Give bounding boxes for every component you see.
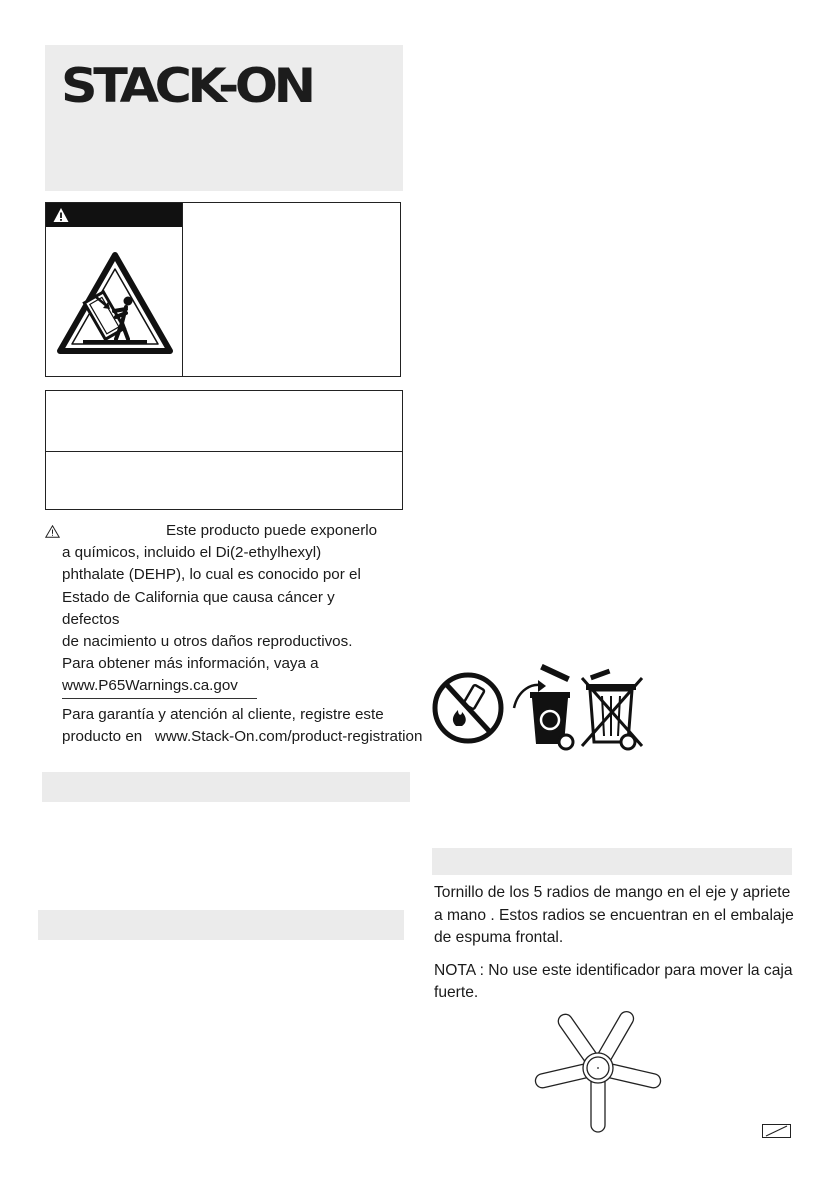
prop65-line: Este producto puede exponerlo (166, 522, 378, 539)
registration-link[interactable]: producto en www.Stack-On.com/product-registration (62, 728, 423, 746)
brand-logo: STACK-ON (61, 59, 312, 114)
instruction-paragraph: Tornillo de los 5 radios de mango en el eje y apriete a mano . Estos radios se encuentran en el embalaje de espuma frontal. (434, 884, 794, 946)
prop65-line: phthalate (DEHP), lo cual es conocido por el (62, 566, 361, 584)
prop65-link[interactable]: www.P65Warnings.ca.gov (62, 677, 238, 695)
registration-line: Para garantía y atención al cliente, registre este (62, 706, 384, 723)
section-heading-band (38, 910, 404, 940)
warning-header-bar (46, 203, 182, 227)
warning-triangle-icon (45, 525, 60, 538)
separator-rule (62, 698, 257, 699)
warning-left-panel (46, 203, 183, 376)
battery-disposal-symbols (432, 664, 646, 752)
prop65-warning-text (62, 520, 392, 698)
prop65-line: de nacimiento u otros daños reproductivos. (62, 633, 353, 651)
notice-box (45, 390, 403, 510)
section-heading-band (42, 772, 410, 802)
five-spoke-handle-icon (528, 1004, 668, 1140)
page-marker-icon (762, 1124, 791, 1138)
prop65-line: Estado de California que causa cáncer y defectos (62, 588, 335, 628)
notice-box-divider (46, 451, 402, 452)
prop65-line: a químicos, incluido el Di(2-ethylhexyl) (62, 544, 322, 562)
logo-panel (45, 45, 403, 191)
crossed-out-bin-icon (582, 669, 642, 749)
assembly-instructions (434, 882, 799, 1015)
tip-over-hazard-icon (56, 251, 174, 355)
instruction-note: NOTA : No use este identificador para mover la caja fuerte. (434, 961, 793, 1001)
tip-over-warning-label (45, 202, 401, 377)
prop65-line: Para obtener más información, vaya a (62, 655, 319, 673)
recycle-bin-icon (530, 664, 573, 749)
registration-text (62, 704, 422, 748)
warning-triangle-icon (53, 207, 69, 223)
no-battery-fire-icon (435, 675, 501, 741)
section-heading-band (432, 848, 792, 875)
